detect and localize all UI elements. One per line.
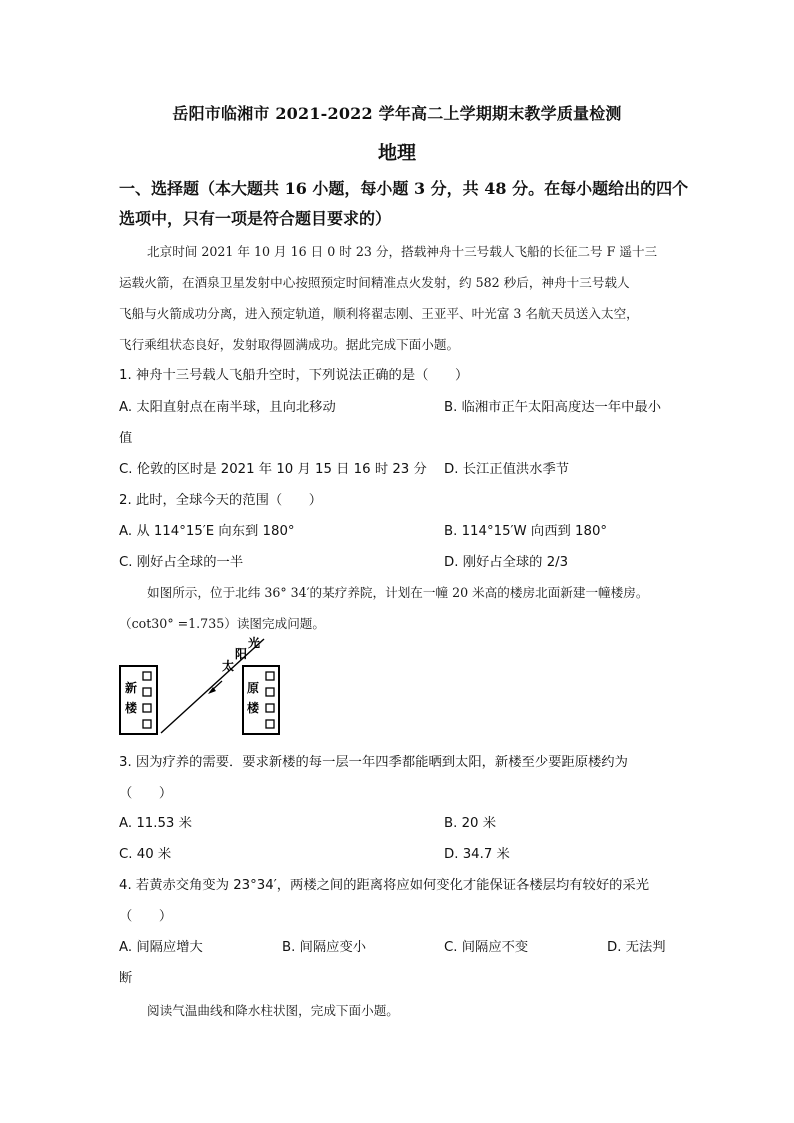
passage3-line: 阅读气温曲线和降水柱状图，完成下面小题。 [147,1003,399,1018]
question-3-option-b: B. 20 米 [444,816,497,831]
question-3-stem: 3. 因为疗养的需要．要求新楼的每一层一年四季都能晒到太阳，新楼至少要距原楼约为 [119,755,628,770]
window [266,688,274,696]
passage1-line: 飞船与火箭成功分离，进入预定轨道，顺利将翟志刚、王亚平、叶光富 3 名航天员送入太空， [119,306,639,321]
question-1-stem: 1. 神舟十三号载人飞船升空时，下列说法正确的是（ ） [119,368,469,383]
question-4-stem: 4. 若黄赤交角变为 23°34′，两楼之间的距离将应如何变化才能保证各楼层均有较好的采光 [119,878,650,893]
sunlight-label: 阳 [235,647,248,661]
question-2-option-d: D. 刚好占全球的 2/3 [444,555,569,570]
question-4-option-b: B. 间隔应变小 [282,940,367,955]
window [143,688,151,696]
question-4-option-d-continued: 断 [119,971,133,986]
question-4-option-a: A. 间隔应增大 [119,940,203,955]
question-1-option-b-continued: 值 [119,431,133,446]
question-2-option-a: A. 从 114°15′E 向东到 180° [119,524,295,539]
passage1-line: 运载火箭，在酒泉卫星发射中心按照预定时间精准点火发射，约 582 秒后，神舟十三号载人 [119,275,630,290]
exam-title: 岳阳市临湘市 2021-2022 学年高二上学期期末教学质量检测 [172,104,622,123]
passage2-line: （cot30° =1.735）读图完成问题。 [119,616,325,631]
question-2-stem: 2. 此时，全球今天的范围（ ） [119,493,323,508]
subject-title: 地理 [377,142,416,164]
window [266,720,274,728]
passage1-line: 飞行乘组状态良好，发射取得圆满成功。据此完成下面小题。 [119,337,460,352]
question-1-option-c: C. 伦敦的区时是 2021 年 10 月 15 日 16 时 23 分 [119,462,427,477]
original-building-label: 原 [247,681,260,695]
question-2-option-c: C. 刚好占全球的一半 [119,555,244,570]
original-building-label: 楼 [247,701,260,715]
section-heading-line2: 选项中，只有一项是符合题目要求的） [119,209,392,228]
question-3-option-c: C. 40 米 [119,847,172,862]
new-building-label: 楼 [125,701,138,715]
window [143,704,151,712]
question-1-option-d: D. 长江正值洪水季节 [444,462,570,477]
section-heading-line1: 一、选择题（本大题共 16 小题，每小题 3 分，共 48 分。在每小题给出的四个 [119,179,689,198]
question-4-option-d: D. 无法判 [607,940,666,955]
question-3-paren: （ ） [119,786,173,801]
sunlight-label: 光 [248,636,261,650]
sunlight-label: 太 [222,659,235,673]
question-1-option-b: B. 临湘市正午太阳高度达一年中最小 [444,400,662,415]
question-2-option-b: B. 114°15′W 向西到 180° [444,524,608,539]
passage2-line: 如图所示，位于北纬 36° 34′的某疗养院，计划在一幢 20 米高的楼房北面新建一幢楼房。 [147,585,649,600]
question-4-option-c: C. 间隔应不变 [444,940,529,955]
question-1-option-a: A. 太阳直射点在南半球，且向北移动 [119,400,336,415]
question-3-option-a: A. 11.53 米 [119,816,192,831]
window [143,720,151,728]
new-building-label: 新 [125,681,138,695]
window [143,672,151,680]
question-3-option-d: D. 34.7 米 [444,847,510,862]
window [266,672,274,680]
question-4-paren: （ ） [119,909,173,924]
building-sunlight-diagram [118,636,288,742]
window [266,704,274,712]
passage1-line: 北京时间 2021 年 10 月 16 日 0 时 23 分，搭载神舟十三号载人飞船的长征二号 F 遥十三 [147,244,658,259]
